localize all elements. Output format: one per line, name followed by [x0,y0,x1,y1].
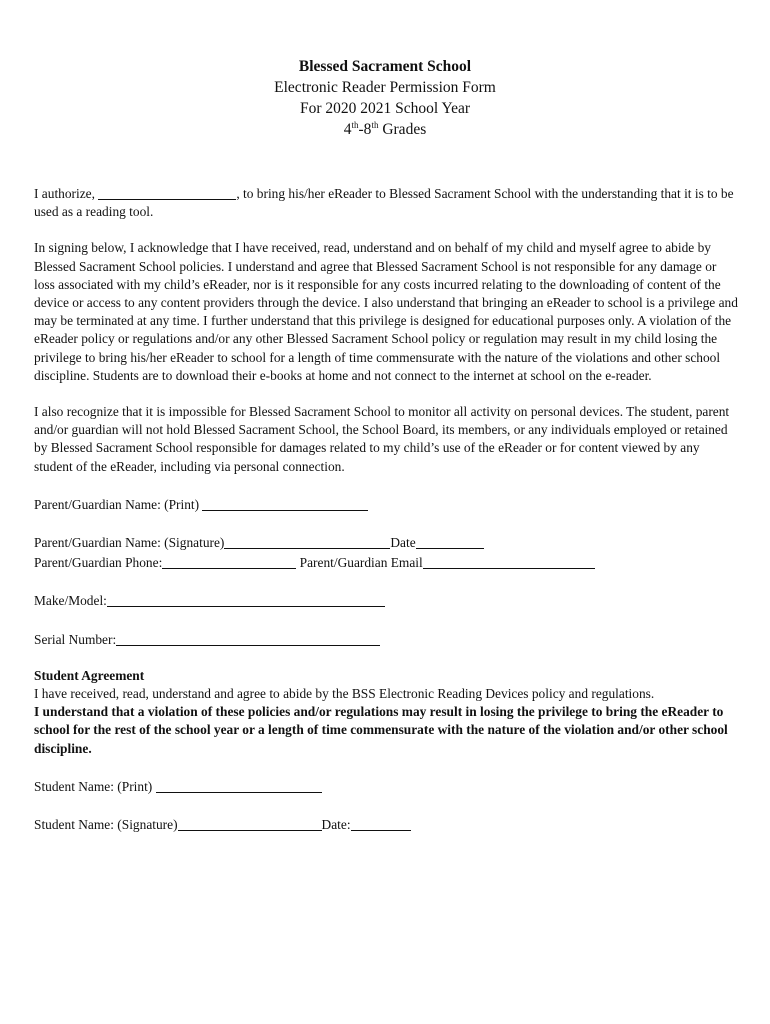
school-year: For 2020 2021 School Year [299,100,471,117]
student-agreement-bold-statement: I understand that a violation of these policies and/or regulations may result in losing the privilege to bring the eReader to school for the rest of the school year or a length of time commensurate with the nature of the violation and/or other school discipline. [34,704,728,756]
serial-number-label: Serial Number: [34,631,117,647]
make-model-blank[interactable] [107,592,385,607]
guardian-phone-blank[interactable] [162,554,296,569]
student-print-label: Student Name: (Print) [34,778,153,794]
grades-start: 4 [343,121,352,138]
recognize-paragraph: I also recognize that it is impossible for Blessed Sacrament School to monitor all activity on personal devices. The student, parent and/or guardian will not hold Blessed Sacrament School, the School Board, its members, or any individuals employed or retained by Blessed Sacrament School responsible for damages related to my child’s use of the eReader or for content viewed by any student of the eReader, including via personal connection. [34,404,730,474]
form-body [34,183,740,834]
guardian-date-label: Date [390,535,416,551]
serial-number-blank[interactable] [116,631,380,646]
acknowledge-paragraph: In signing below, I acknowledge that I have received, read, understand and on behalf of my child and myself agree to abide by Blessed Sacrament School policies. I understand and agree that Blessed Sacrament School is not responsible for any damage or loss associated with my child’s eReader, nor is it responsible for any costs incurred relating to the downloading of content of the device or access to any content providers through the device. I also understand that bringing an eReader to school is a privilege and may be terminated at any time. I further understand that this privilege is designed for educational purposes only. A violation of the eReader policy or regulations and/or any other Blessed Sacrament School policy or regulation may result in my child losing the privilege to bring his/her eReader to school for a length of time commensurate with the nature of the violations and other school discipline. Students are to download their e-books at home and not connect to the internet at school on the e-reader. [34,240,738,383]
student-agreement-statement: I have received, read, understand and agree to abide by the BSS Electronic Reading Devices policy and regulations. [34,686,655,702]
guardian-print-label: Parent/Guardian Name: (Print) [34,496,200,512]
form-header [0,56,770,140]
grades-line [0,119,770,140]
student-date-blank[interactable] [351,816,411,831]
student-name-blank[interactable] [98,185,236,200]
authorize-prefix: I authorize, [34,186,99,201]
guardian-signature-label: Parent/Guardian Name: (Signature) [34,535,225,551]
make-model-label: Make/Model: [34,593,107,609]
guardian-print-row [34,494,740,514]
student-agreement-heading: Student Agreement [34,667,145,683]
make-model-row [34,590,740,610]
serial-number-row [34,629,740,649]
guardian-signature-blank[interactable] [224,534,390,549]
student-signature-row [34,814,740,834]
school-name: Blessed Sacrament School [298,58,472,75]
grades-end: -8 [358,121,372,138]
grades-sup-end: th [371,119,379,130]
student-print-blank[interactable] [156,778,322,793]
guardian-phone-label: Parent/Guardian Phone: [34,555,163,571]
grades-label: Grades [378,121,427,138]
student-date-label: Date: [321,817,351,833]
guardian-date-blank[interactable] [416,534,484,549]
student-signature-blank[interactable] [178,816,322,831]
form-title: Electronic Reader Permission Form [274,79,496,96]
authorize-suffix: , to bring his/her eReader to Blessed Sacrament School with the understanding that it is to be used as a reading tool. [34,186,734,220]
guardian-signature-row [34,532,740,552]
guardian-email-label: Parent/Guardian Email [299,555,423,571]
guardian-print-blank[interactable] [202,496,368,511]
student-signature-label: Student Name: (Signature) [34,817,178,833]
guardian-email-blank[interactable] [423,554,595,569]
authorize-paragraph [34,183,740,221]
grades-sup-start: th [351,119,359,130]
guardian-contact-row [34,552,740,572]
student-print-row [34,776,740,796]
